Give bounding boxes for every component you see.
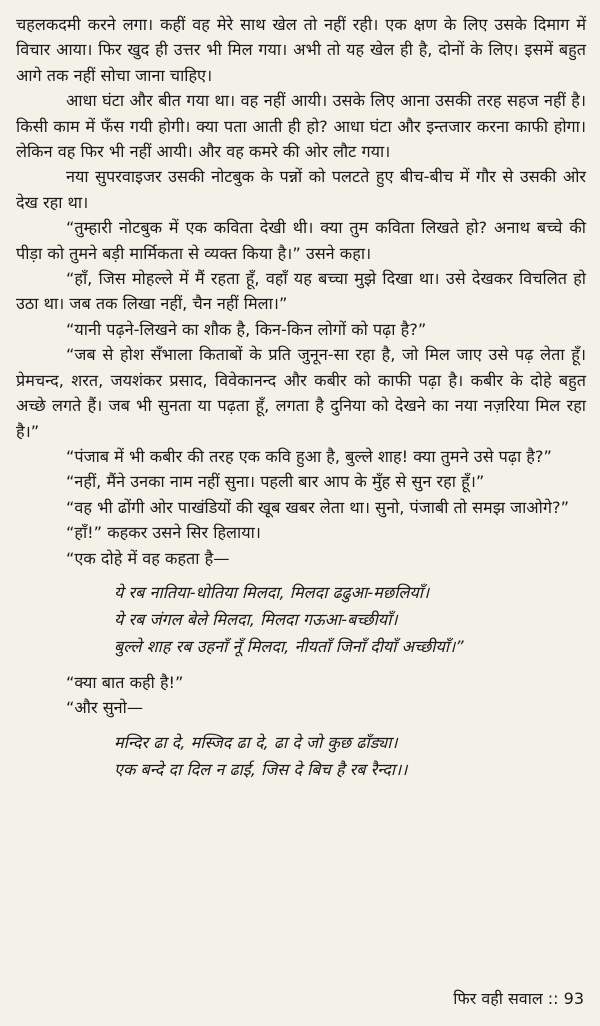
paragraph-1: चहलकदमी करने लगा। कहीं वह मेरे साथ खेल तो नहीं रही। एक क्षण के लिए उसके दिमाग में विचार आया। फिर खुद ही उत्तर भी मिल गया। अभी तो यह खेल ही है, दोनों के लिए। इसमें बहुत आगे तक नहीं सोचा जाना चाहिए। [16, 15, 586, 85]
verse-block-2 [16, 729, 586, 783]
paragraph-8: “पंजाब में भी कबीर की तरह एक कवि हुआ है, बुल्ले शाह! क्या तुमने उसे पढ़ा है?” [66, 446, 552, 466]
paragraph-5: “हाँ, जिस मोहल्ले में मैं रहता हूँ, वहाँ यह बच्चा मुझे दिखा था। उसे देखकर विचलित हो उठा था। जब तक लिखा नहीं, चैन नहीं मिला।” [16, 269, 586, 314]
verse-line: ये रब जंगल बेले मिलदा, मिलदा गऊआ-बच्छीयाँ। [114, 609, 398, 629]
paragraph-9: “नहीं, मैंने उनका नाम नहीं सुना। पहली बार आप के मुँह से सुन रहा हूँ।” [66, 472, 485, 492]
paragraph-7: “जब से होश सँभाला किताबों के प्रति जुनून-सा रहा है, जो मिल जाए उसे पढ़ लेता हूँ। प्रेमचन्द, शरत, जयशंकर प्रसाद, विवेकानन्द और कबीर को काफी पढ़ा है। कबीर के दोहे बहुत अच्छे लगते हैं। जब भी सुनता या पढ़ता हूँ, लगता है दुनिया को देखने का नया नज़रिया मिल रहा है।” [16, 345, 586, 441]
verse-line: एक बन्दे दा दिल न ढाई, जिस दे बिच है रब रैन्दा।। [114, 759, 408, 779]
paragraph-11: “हाँ!” कहकर उसने सिर हिलाया। [66, 523, 261, 543]
paragraph-10: “वह भी ढोंगी ओर पाखंडियों की खूब खबर लेता था। सुनो, पंजाबी तो समझ जाओगे?” [66, 497, 569, 517]
verse-line: मन्दिर ढा दे, मस्जिद ढा दे, ढा दे जो कुछ ढाँड्या। [114, 732, 398, 752]
paragraph-2: आधा घंटा और बीत गया था। वह नहीं आयी। उसके लिए आना उसकी तरह सहज नहीं है। किसी काम में फँस गयी होगी। क्या पता आती ही हो? आधा घंटा और इन्तजार करना काफी होगा। लेकिन वह फिर भी नहीं आयी। और वह कमरे की ओर लौट गया। [16, 91, 586, 162]
paragraph-13: “क्या बात कही है!” [66, 672, 184, 692]
verse-line: ये रब नातिया-धोतिया मिलदा, मिलदा ढढुआ-मछलियाँ। [114, 582, 430, 602]
paragraph-3: नया सुपरवाइजर उसकी नोटबुक के पन्नों को पलटते हुए बीच-बीच में गौर से उसकी ओर देख रहा था। [16, 167, 586, 212]
verse-block-1 [16, 579, 586, 660]
paragraph-12: “एक दोहे में वह कहता है— [66, 548, 230, 568]
paragraph-6: “यानी पढ़ने-लिखने का शौक है, किन-किन लोगों को पढ़ा है?” [66, 319, 427, 339]
paragraph-4: “तुम्हारी नोटबुक में एक कविता देखी थी। क्या तुम कविता लिखते हो? अनाथ बच्चे की पीड़ा को तुमने बड़ी मार्मिकता से व्यक्त किया है।” उसने कहा। [16, 218, 586, 263]
paragraph-14: “और सुनो— [66, 698, 144, 718]
verse-line: बुल्ले शाह रब उहनाँ नूँ मिलदा, नीयताँ जिनाँ दीयाँ अच्छीयाँ।” [114, 636, 464, 656]
page-footer: फिर वही सवाल :: 93 [453, 989, 584, 1008]
